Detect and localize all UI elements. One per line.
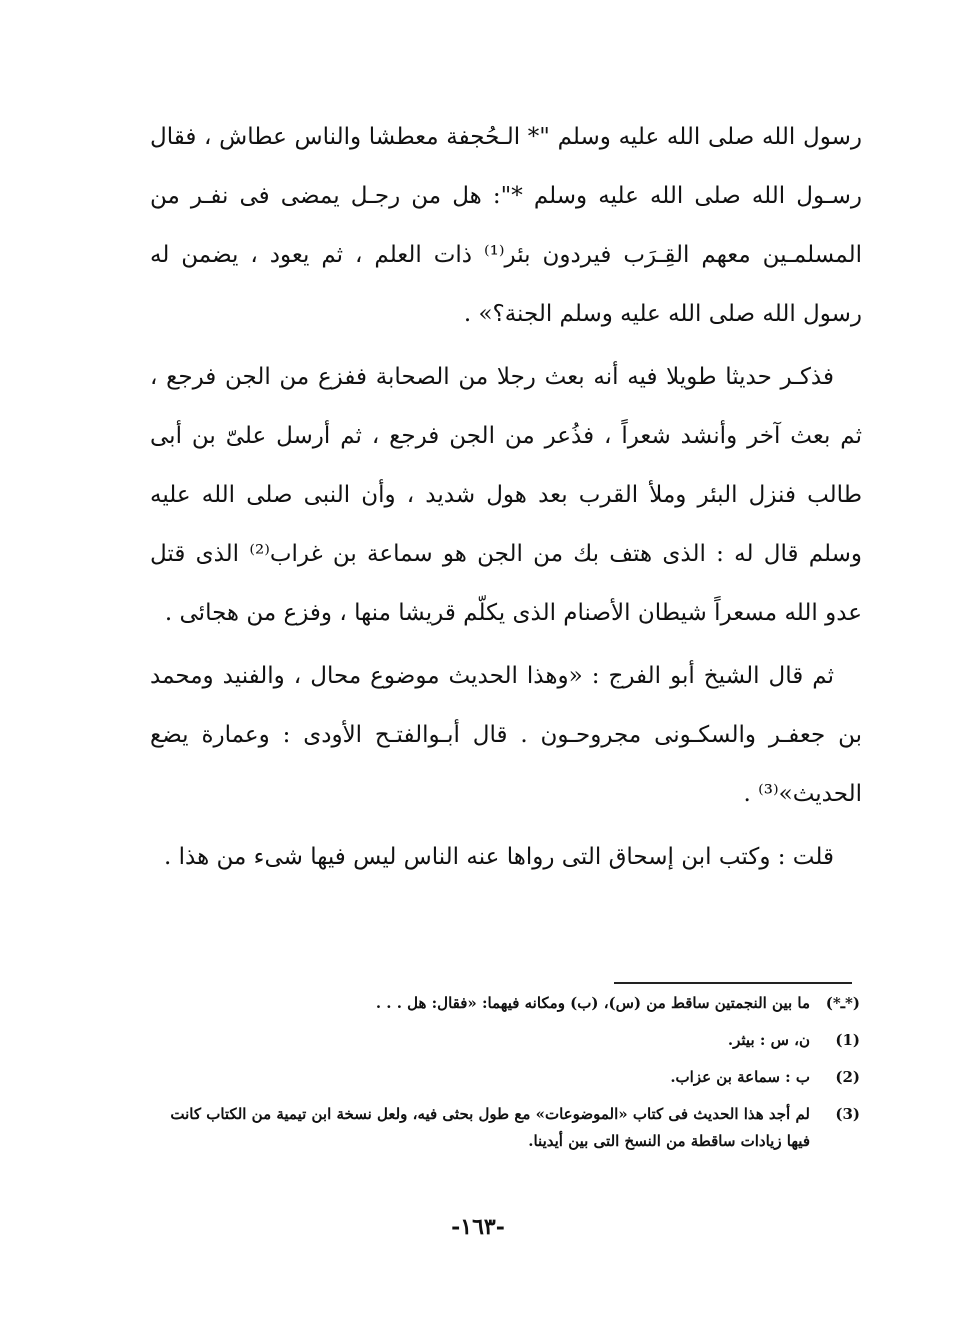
footnote-item xyxy=(148,1101,860,1155)
paragraph-2: فذكـر حديثا طويلا فيه أنه بعث رجلا من الصحابة ففزع من الجن فرجع ، ثم بعث آخر وأنشد شعراً ، فذُعر من الجن فرجع ، ثم أرسل علىّ بن أبى طالب فنزل البئر وملأ القرب بعد هول شديد ، وأن النبى صلى الله عليه وسلم قال له : الذى هتف بك من الجن هو سماعة بن غراب⁽²⁾ الذى قتل عدو الله مسعراً شيطان الأصنام الذى يكلّم قريشا منها ، وفزع من هجائى . xyxy=(150,364,862,626)
footnote-text: لم أجد هذا الحديث فى كتاب «الموضوعات» مع طول بحثى فيه، ولعل نسخة ابن تيمية من الكتاب كانت فيها زيادات ساقطة من النسخ التى بين أيدينا. xyxy=(170,1105,810,1150)
footnote-item xyxy=(148,1027,860,1054)
footnotes xyxy=(148,990,860,1165)
main-text xyxy=(150,108,862,891)
paragraph-3: ثم قال الشيخ أبو الفرج : «وهذا الحديث موضوع محال ، والفنيد ومحمد بن جعفـر والسكـونى مجروحـون . قال أبـوالفتـح الأودى : وعمارة يضع الحديث»⁽³⁾ . xyxy=(150,663,862,807)
footnote-text: ب : سماعة بن عزاب. xyxy=(670,1068,810,1086)
footnote-text: ما بين النجمتين ساقط من (س)، (ب) ومكانه فيهما: «فقال: هل . . . xyxy=(375,994,810,1012)
footnote-text: ن، س : بيثر. xyxy=(727,1031,810,1049)
footnote-marker: (*ـ*) xyxy=(825,994,860,1012)
paragraph-1: رسول الله صلى الله عليه وسلم "* الـحُجفة معطشا والناس عطاش ، فقال رسـول الله صلى الله عليه وسلم *": هل من رجـل يمضى فى نفـر من المسلمـين معهم القِـرَب فيردون بئر⁽¹⁾ ذات العلم ، ثم يعود ، يضمن له رسول الله صلى الله عليه وسلم الجنة؟» . xyxy=(150,124,862,327)
footnote-item xyxy=(148,1064,860,1091)
footnote-marker: (1) xyxy=(835,1031,860,1049)
footnote-marker: (3) xyxy=(835,1105,860,1123)
footnote-divider xyxy=(614,982,852,984)
footnote-marker: (2) xyxy=(835,1068,860,1086)
footnote-item xyxy=(148,990,860,1017)
paragraph-4: قلت : وكتب ابن إسحاق التى رواها عنه الناس ليس فيها شىء من هذا . xyxy=(163,844,834,870)
page-number: -١٦٣- xyxy=(451,1214,505,1240)
